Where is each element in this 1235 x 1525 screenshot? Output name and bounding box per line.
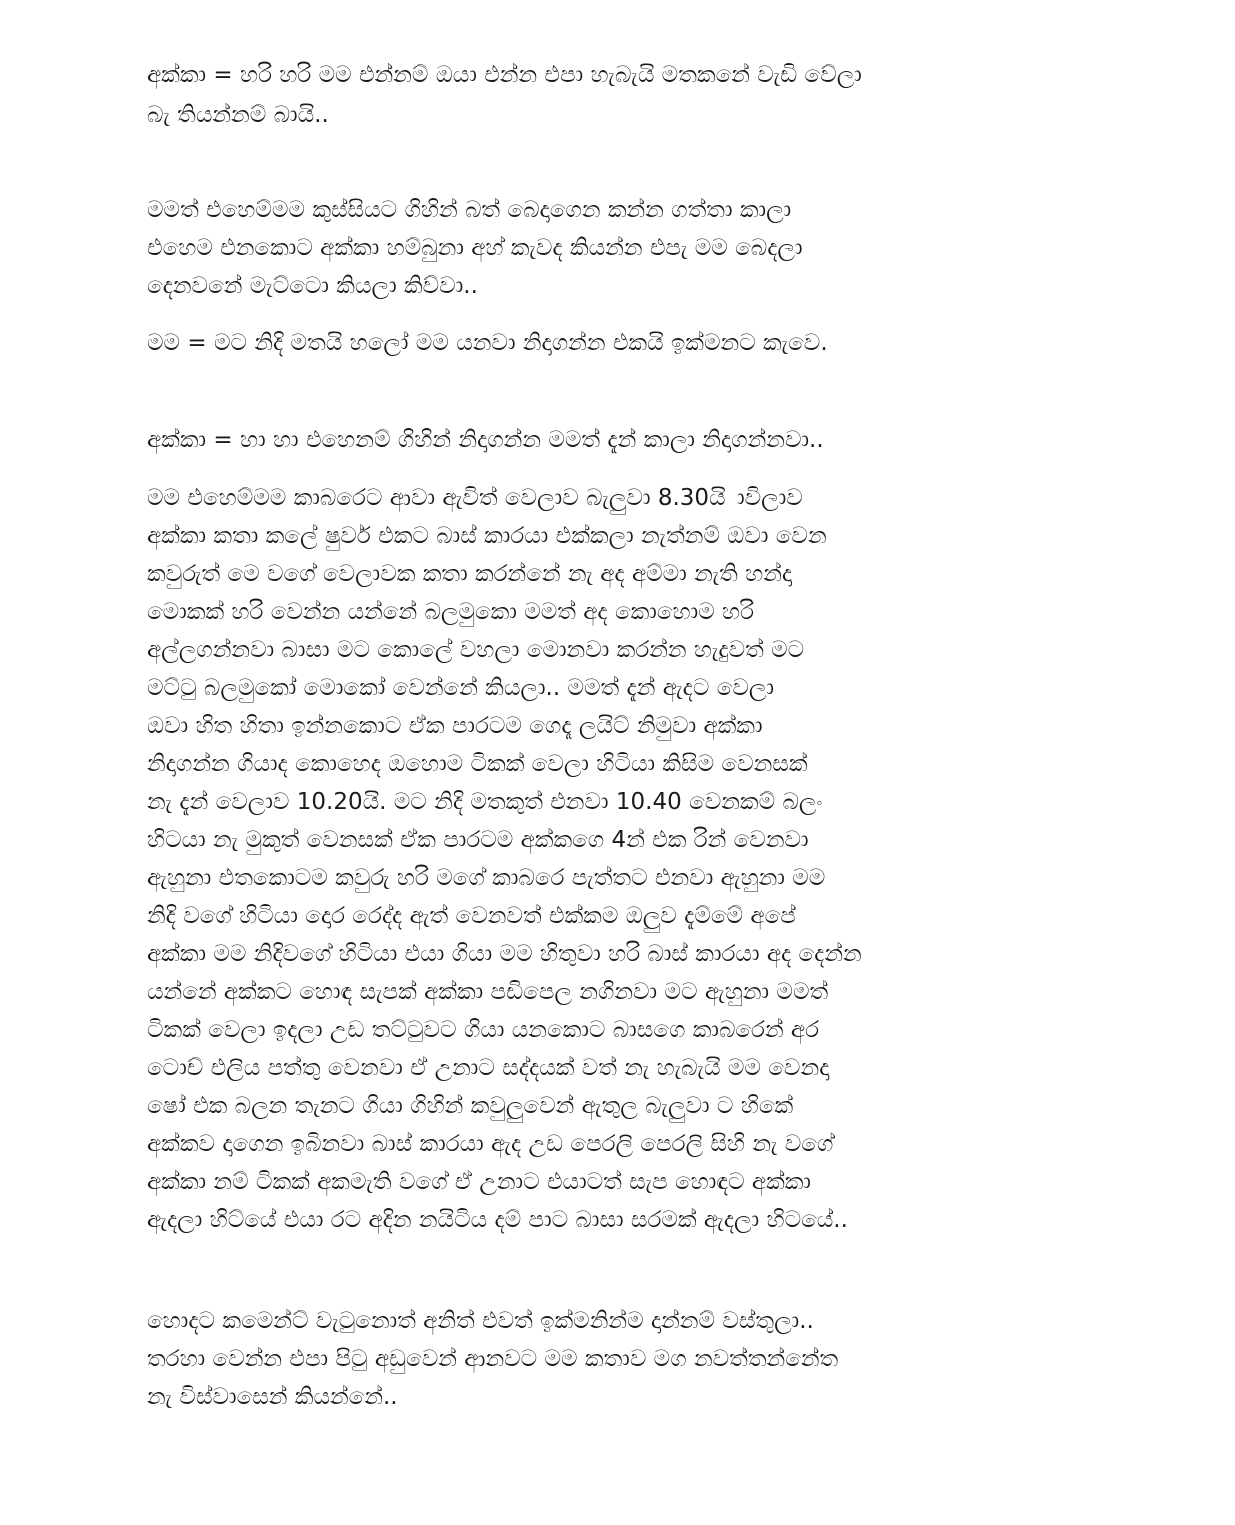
text-line: අක්කා = හා හා එහෙනම් ගිහින් නිදාගන්න මමත් දැන් කාලා නිදාගන්නවා.. xyxy=(147,427,824,453)
text-line: මොකක් හරි වෙන්න යන්නේ බලමුකො මමත් අද කොහොම හරි xyxy=(147,599,755,625)
text-line: අක්කා කතා කලේ ෂුවර් එකට බාස් කාරයා එක්කලා නැත්නම් ඔවා වෙන xyxy=(147,523,827,549)
text-line: නිදාගන්න ගියාද කොහෙද ඔහොම ටිකක් වෙලා හිටියා කිසිම වෙනසක් xyxy=(147,751,808,777)
text-line: මට්ටු බලමුකෝ මොකෝ වෙන්නේ කියලා.. මමත් දැන් ඇදට වෙලා xyxy=(147,675,775,701)
text-line: මමත් එහෙම්මම කුස්සියට ගිහින් බත් බෙදාගෙන කන්න ගත්තා කාලා xyxy=(147,197,792,223)
text-line: නැ දැන් වෙලාව 10.20යි. මට නිදි මතකුත් එනවා 10.40 වෙනකම් බලං xyxy=(147,789,823,815)
text-line: නැ විස්වාසෙන් කියන්නේ.. xyxy=(147,1384,398,1410)
text-line: හොදට කමෙන්ට් වැටුනොත් අනිත් එවත් ඉක්මනින්ම දාන්නම් වස්තුලා.. xyxy=(147,1308,814,1334)
text-line: ඇදලා හිට්යේ එයා රට අදින නයිටිය දම් පාට බාසා සරමක් ඇදලා හිටයේ.. xyxy=(147,1207,848,1233)
text-line: ටොච් එලිය පත්තු වෙනවා ඒ උනාට සද්දයක් වත් නැ හැබැයි මම වෙනදා xyxy=(147,1055,830,1081)
text-line: අක්කා = හරි හරි මම එන්නම් ඔයා එන්න එපා හැබැයි මතකනේ වැඩි වේලා xyxy=(147,62,862,88)
text-line: නිදි වගේ හිටියා දොර රෙද්ද ඇත් වෙනවත් එක්කම ඔලුව දැම්මේ අපේ xyxy=(147,903,796,929)
text-line: අල්ලගන්නවා බාසා මට කොලේ වහලා මොනවා කරන්න හැදුවත් මට xyxy=(147,637,805,663)
text-line: ඇහුනා එතකොටම කවුරු හරි මගේ කාබරෙ පැත්තට එනවා ඇහුනා මම xyxy=(147,865,826,891)
text-line: ෂෝ එක බලන තැනට ගියා ගිහින් කවුලුවෙන් ඇතුල බැලුවා ට හිකේ xyxy=(147,1093,794,1119)
text-line: මම එහෙම්මම කාබරෙට ආවා ඇවිත් වෙලාව බැලුවා 8.30යි ාවිලාව xyxy=(147,485,803,511)
text-line: යන්නේ අක්කට හොඳ සැපක් අක්කා පඩිපෙල නගිනවා මට ඇහුනා මමත් xyxy=(147,979,829,1005)
text-line: අක්කා නම් ටිකක් අකමැති වගේ ඒ උනාට එයාටත් සැප හොඳට අක්කා xyxy=(147,1169,812,1195)
text-line: එහෙම එනකොට අක්කා හම්බුනා අහ් කැවද කියන්න එපැ මම බෙදලා xyxy=(147,235,803,261)
text-line: හිටයා නැ මුකුත් වෙනසක් ඒක පාරටම අක්කගෙ 4න් එක රින් වෙනවා xyxy=(147,827,809,853)
text-line: ටිකක් වෙලා ඉදලා උඩ තට්ටුවට ගියා යනකොට බාසගෙ කාබරෙන් අර xyxy=(147,1017,819,1043)
text-line: අක්කා මම නිදිවගේ හිටියා එයා ගියා මම හිතුවා හරි බාස් කාරයා අද දෙන්න xyxy=(147,941,862,967)
text-line: අක්කව දාගෙන ඉබිනවා බාස් කාරයා ඇද උඩ පෙරලි පෙරලි සිහි නැ වගේ xyxy=(147,1131,834,1157)
text-line: දෙනවනේ මැට්ටො කියලා කිව්වා.. xyxy=(147,273,478,299)
text-line: මම = මට නිදි මතයි හලෝ මම යනවා නිදාගන්න එකයි ඉක්මනට කැවෙ. xyxy=(147,330,828,356)
text-line: කවුරුත් මෙ වගේ වෙලාවක කතා කරන්නේ නැ අද අම්මා නැති හන්දා xyxy=(147,561,793,587)
text-line: ඔවා හිත හිතා ඉන්නකොට ඒක පාරටම ගෙදෑ ලයිට් නිමුවා අක්කා xyxy=(147,713,763,739)
text-line: තරහා වෙන්න එපා පිටු අඩුවෙන් ආනවට මම කතාව මග නවත්තන්නේත xyxy=(147,1346,839,1372)
text-line: බැ තියන්නම් බායි.. xyxy=(147,102,329,128)
